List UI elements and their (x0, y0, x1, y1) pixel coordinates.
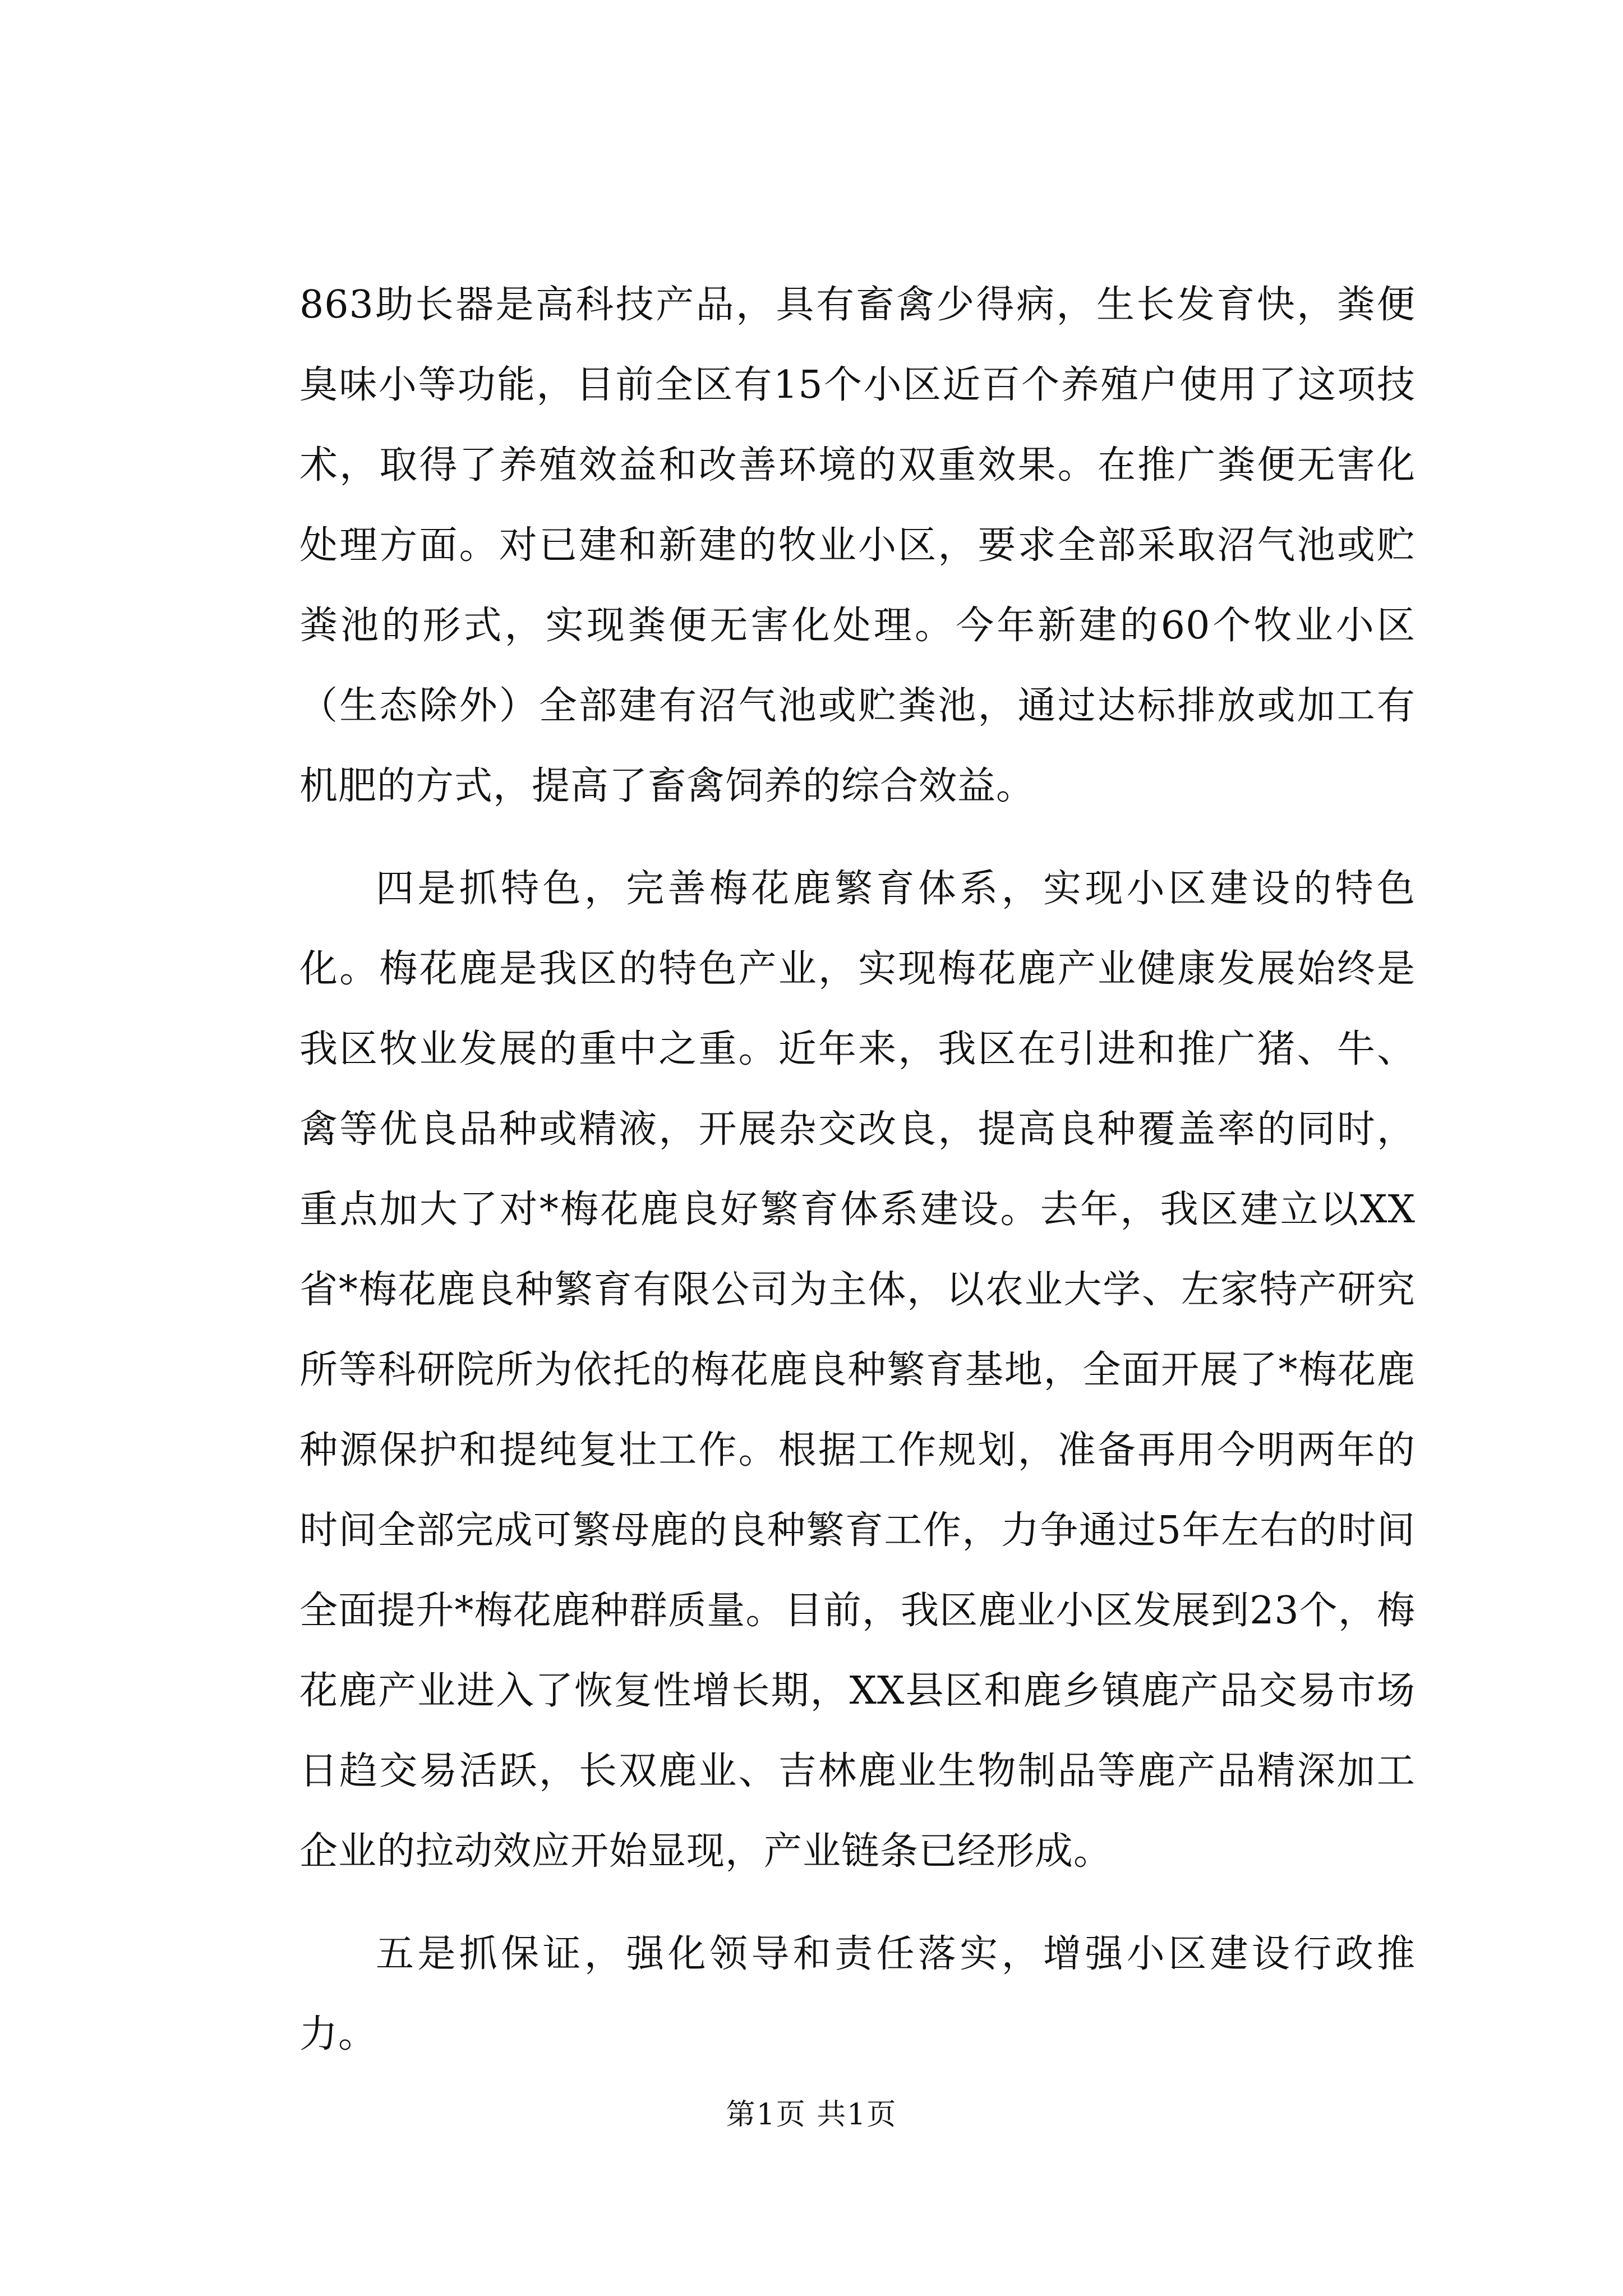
paragraph-deer-breeding: 四是抓特色，完善梅花鹿繁育体系，实现小区建设的特色化。梅花鹿是我区的特色产业，实现梅花鹿产业健康发展始终是我区牧业发展的重中之重。近年来，我区在引进和推广猪、牛、禽等优良品种或精液，开展杂交改良，提高良种覆盖率的同时，重点加大了对*梅花鹿良好繁育体系建设。去年，我区建立以XX省*梅花鹿良种繁育有限公司为主体，以农业大学、左家特产研究所等科研院所为依托的梅花鹿良种繁育基地，全面开展了*梅花鹿种源保护和提纯复壮工作。根据工作规划，准备再用今明两年的时间全部完成可繁母鹿的良种繁育工作，力争通过5年左右的时间全面提升*梅花鹿种群质量。目前，我区鹿业小区发展到23个，梅花鹿产业进入了恢复性增长期，XX县区和鹿乡镇鹿产品交易市场日趋交易活跃，长双鹿业、吉林鹿业生物制品等鹿产品精深加工企业的拉动效应开始显现，产业链条已经形成。 (299, 867, 1415, 1874)
paragraph-leadership: 五是抓保证，强化领导和责任落实，增强小区建设行政推力。 (299, 1932, 1415, 2056)
paragraph-continuation: 863助长器是高科技产品，具有畜禽少得病，生长发育快，粪便臭味小等功能，目前全区有15个小区近百个养殖户使用了这项技术，取得了养殖效益和改善环境的双重效果。在推广粪便无害化处理方面。对已建和新建的牧业小区，要求全部采取沼气池或贮粪池的形式，实现粪便无害化处理。今年新建的60个牧业小区（生态除外）全部建有沼气池或贮粪池，通过达标排放或加工有机肥的方式，提高了畜禽饲养的综合效益。 (299, 283, 1415, 808)
document-body (299, 265, 1415, 2097)
page-footer: 第1页 共1页 (726, 2098, 897, 2132)
